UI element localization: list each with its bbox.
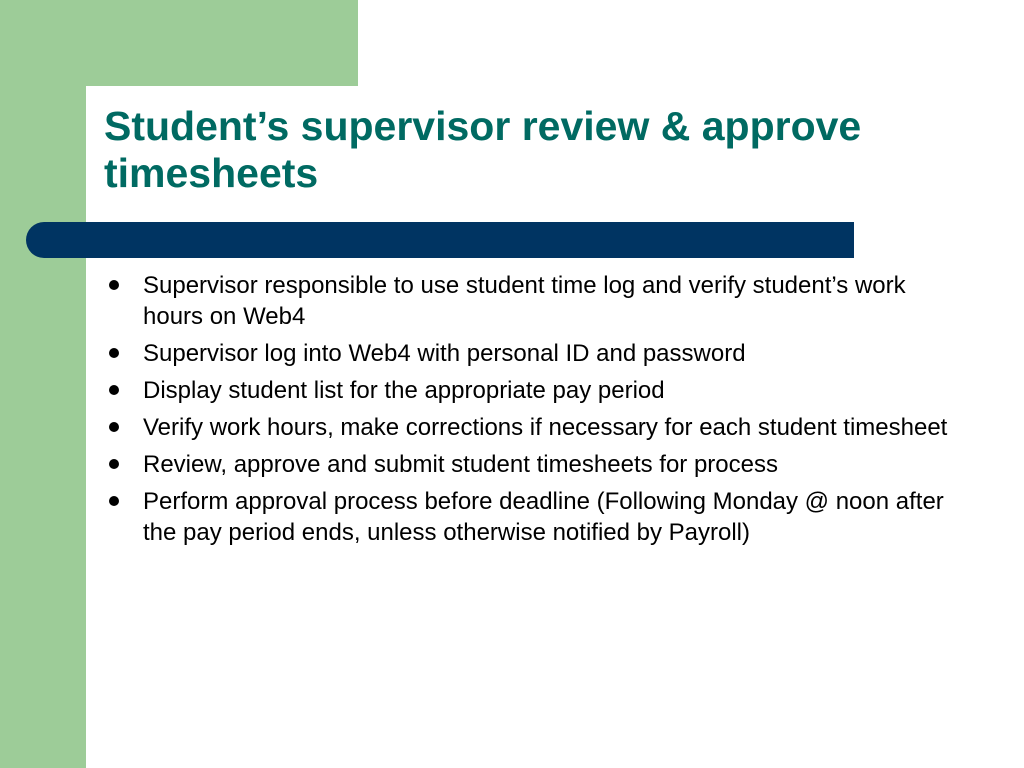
bullet-icon xyxy=(109,385,119,395)
bullet-item xyxy=(106,338,956,369)
bullet-icon xyxy=(109,348,119,358)
bullet-text: Supervisor responsible to use student time log and verify student’s work hours on Web4 xyxy=(143,272,906,330)
slide-title: Student’s supervisor review & approve timesheets xyxy=(104,103,862,196)
top-green-band xyxy=(0,0,358,86)
bullet-text: Verify work hours, make corrections if necessary for each student timesheet xyxy=(143,414,948,441)
bullet-icon xyxy=(109,459,119,469)
bullet-text: Display student list for the appropriate pay period xyxy=(143,377,665,404)
bullet-item xyxy=(106,486,956,548)
bullet-icon xyxy=(109,280,119,290)
bullet-text: Supervisor log into Web4 with personal ID and password xyxy=(143,340,746,367)
bullet-item xyxy=(106,375,956,406)
title-underline-bar xyxy=(26,222,854,258)
bullet-item xyxy=(106,412,956,443)
bullet-item xyxy=(106,449,956,480)
bullet-icon xyxy=(109,496,119,506)
left-green-band xyxy=(0,0,86,768)
bullet-item xyxy=(106,270,956,332)
bullet-list xyxy=(106,270,956,554)
bullet-text: Review, approve and submit student timesheets for process xyxy=(143,451,778,478)
bullet-icon xyxy=(109,422,119,432)
bullet-text: Perform approval process before deadline (Following Monday @ noon after the pay period ends, unless otherwise notified by Payroll) xyxy=(143,488,944,546)
